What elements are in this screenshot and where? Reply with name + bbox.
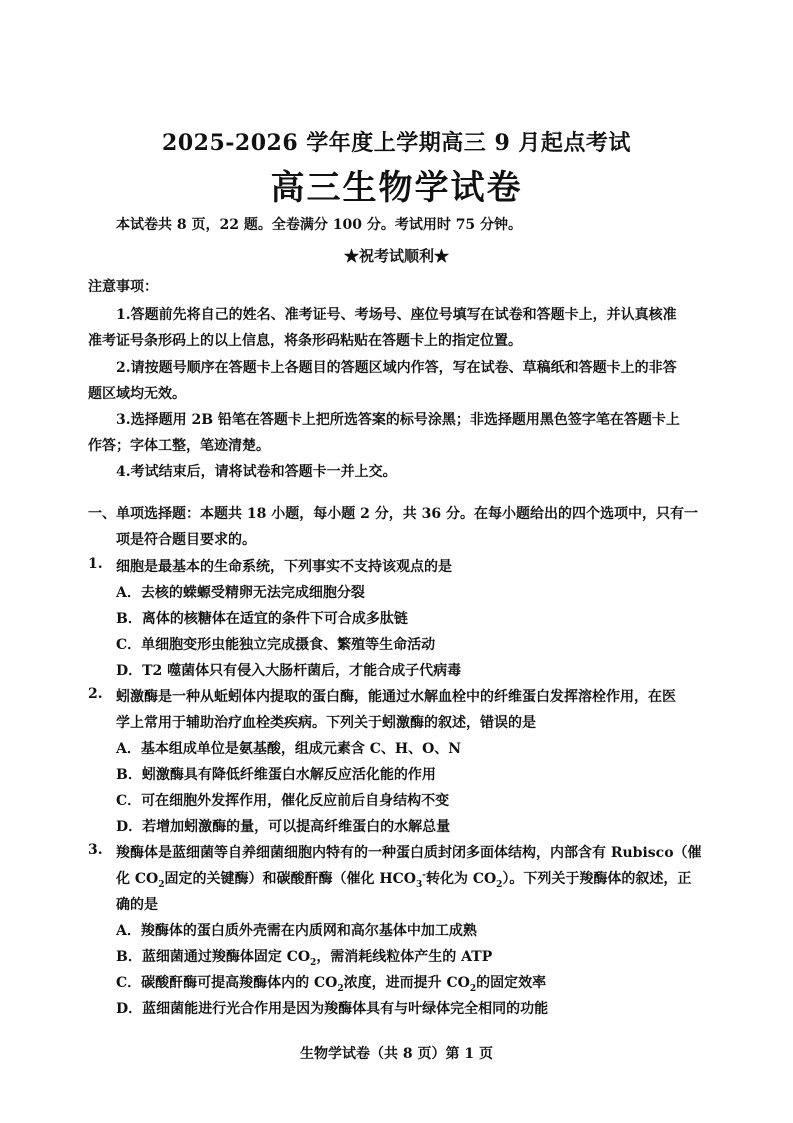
question-1-option-c: C．单细胞变形虫能独立完成摄食、繁殖等生命活动 bbox=[116, 637, 436, 653]
question-1-option-b: B．离体的核糖体在适宜的条件下可合成多肽链 bbox=[116, 611, 408, 627]
note-2-line-2: 题区域均无效。 bbox=[88, 386, 186, 402]
question-3-stem-line-3: 确的是 bbox=[116, 897, 158, 913]
q3-stem-text: ）。下列关于羧酶体的叙述，正 bbox=[502, 871, 692, 887]
section-1-heading-line-1: 一、单项选择题：本题共 18 小题，每小题 2 分，共 36 分。在每小题给出的四个选项中，只有一 bbox=[88, 506, 698, 522]
question-1-option-d: D．T2 噬菌体只有侵入大肠杆菌后，才能合成子代病毒 bbox=[116, 663, 462, 679]
question-3-stem-line-1: 羧酶体是蓝细菌等自养细菌细胞内特有的一种蛋白质封闭多面体结构，内部含有 Rubisco（催 bbox=[116, 845, 702, 861]
q3-stem-text: 固定的关键酶）和碳酸酐酶（催化 HCO bbox=[164, 871, 416, 887]
question-3-stem-line-2 bbox=[116, 868, 691, 890]
question-2-option-a: A．基本组成单位是氨基酸，组成元素含 C、H、O、N bbox=[116, 741, 462, 757]
question-3-option-c bbox=[116, 972, 546, 994]
q3-option-c-text: C．碳酸酐酶可提高羧酶体内的 CO bbox=[116, 975, 338, 991]
question-2-option-d: D．若增加蚓激酶的量，可以提高纤维蛋白的水解总量 bbox=[116, 819, 451, 835]
q3-subscript: 2 bbox=[496, 879, 503, 890]
q3-subscript: 2 bbox=[469, 983, 477, 994]
good-luck-banner: ★祝考试顺利★ bbox=[343, 247, 449, 265]
question-2-option-c: C．可在细胞外发挥作用，催化反应前后自身结构不变 bbox=[116, 793, 450, 809]
q3-option-b-text: ，需消耗线粒体产生的 ATP bbox=[316, 949, 493, 965]
note-2-line-1: 2.请按题号顺序在答题卡上各题目的答题区域内作答，写在试卷、草稿纸和答题卡上的非答 bbox=[116, 360, 677, 376]
note-1-line-2: 准考证号条形码上的以上信息，将条形码粘贴在答题卡上的指定位置。 bbox=[88, 333, 522, 349]
q3-superscript: - bbox=[422, 870, 426, 881]
question-2-stem-line-2: 学上常用于辅助治疗血栓类疾病。下列关于蚓激酶的叙述，错误的是 bbox=[116, 715, 536, 731]
q3-subscript: 2 bbox=[310, 957, 317, 968]
q3-subscript: 3 bbox=[415, 879, 423, 890]
question-1-number: 1. bbox=[88, 556, 103, 572]
question-3-number: 3. bbox=[88, 842, 103, 858]
question-2-stem-line-1: 蚓激酶是一种从蚯蚓体内提取的蛋白酶，能通过水解血栓中的纤维蛋白发挥溶栓作用，在医 bbox=[116, 689, 676, 705]
question-1-option-a: A．去核的蝾螈受精卵无法完成细胞分裂 bbox=[116, 585, 365, 601]
note-1-line-1: 1.答题前先将自己的姓名、准考证号、考场号、座位号填写在试卷和答题卡上，并认真核准 bbox=[116, 307, 677, 323]
note-3-line-1: 3.选择题用 2B 铅笔在答题卡上把所选答案的标号涂黑；非选择题用黑色签字笔在答题卡上 bbox=[116, 412, 680, 428]
q3-subscript: 2 bbox=[337, 983, 344, 994]
notes-heading: 注意事项： bbox=[88, 279, 158, 295]
section-1-heading-line-2: 项是符合题目要求的。 bbox=[116, 532, 256, 548]
q3-option-c-text: 的固定效率 bbox=[476, 975, 547, 991]
q3-stem-text: 转化为 CO bbox=[425, 871, 497, 887]
question-3-option-a: A．羧酶体的蛋白质外壳需在内质网和高尔基体中加工成熟 bbox=[116, 923, 477, 939]
note-3-line-2: 作答；字体工整，笔迹清楚。 bbox=[88, 438, 270, 454]
paper-title: 高三生物学试卷 bbox=[270, 168, 523, 208]
question-3-option-b bbox=[116, 946, 492, 968]
question-2-number: 2. bbox=[88, 686, 103, 702]
q3-subscript: 2 bbox=[158, 879, 165, 890]
page-footer: 生物学试卷（共 8 页）第 1 页 bbox=[300, 1046, 493, 1062]
note-4: 4.考试结束后，请将试卷和答题卡一并上交。 bbox=[116, 464, 397, 480]
question-2-option-b: B．蚓激酶具有降低纤维蛋白水解反应活化能的作用 bbox=[116, 767, 436, 783]
q3-option-c-text: 浓度，进而提升 CO bbox=[343, 975, 470, 991]
question-3-option-d: D．蓝细菌能进行光合作用是因为羧酶体具有与叶绿体完全相同的功能 bbox=[116, 1001, 549, 1017]
exam-name: 2025-2026 学年度上学期高三 9 月起点考试 bbox=[162, 130, 631, 156]
q3-stem-text: 化 CO bbox=[116, 871, 159, 887]
paper-info: 本试卷共 8 页，22 题。全卷满分 100 分。考试用时 75 分钟。 bbox=[116, 217, 523, 233]
question-1-stem: 细胞是最基本的生命系统，下列事实不支持该观点的是 bbox=[116, 559, 452, 575]
q3-option-b-text: B．蓝细菌通过羧酶体固定 CO bbox=[116, 949, 311, 965]
